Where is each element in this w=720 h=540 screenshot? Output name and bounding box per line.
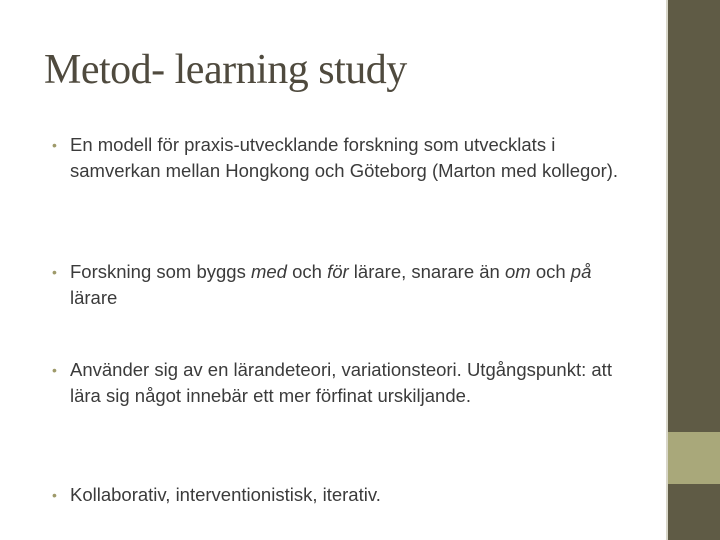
bullet-text-segment: Forskning som byggs [70, 261, 251, 282]
bullet-text [70, 357, 632, 409]
bullet-dot-icon: • [52, 362, 57, 378]
bullet-dot-icon: • [52, 264, 57, 280]
bullet-emphasis: med [250, 261, 287, 282]
bullet-dot-icon: • [52, 137, 57, 153]
bullet-emphasis: för [327, 261, 349, 282]
bullet-text-segment: lärare, snarare än [348, 261, 505, 282]
bullet-item [52, 132, 632, 184]
bullet-emphasis: om [504, 261, 531, 282]
bullet-text-segment: En modell för praxis-utvecklande forskning som utvecklats i samverkan mellan Hongkong och Göteborg (Marton med kollegor). [70, 134, 619, 181]
bullet-text [70, 482, 632, 508]
bullet-text [70, 132, 632, 184]
bullet-emphasis: på [570, 261, 592, 282]
bullet-text-segment: och [286, 261, 328, 282]
bullet-item [52, 482, 632, 508]
bullet-dot-icon: • [52, 487, 57, 503]
bullet-text-segment: lärare [70, 287, 118, 308]
bullet-text [70, 259, 632, 311]
bullet-item [52, 259, 632, 311]
sidebar-accent-block [668, 432, 720, 484]
bullet-text-segment: Använder sig av en lärandeteori, variationsteori. Utgångspunkt: att lära sig något innebär ett mer förfinat urskiljande. [70, 359, 612, 406]
bullet-text-segment: och [530, 261, 571, 282]
bullet-item [52, 357, 632, 409]
decorative-sidebar [666, 0, 720, 540]
slide-title: Metod- learning study [44, 47, 407, 93]
bullet-text-segment: Kollaborativ, interventionistisk, iterativ. [70, 484, 381, 505]
